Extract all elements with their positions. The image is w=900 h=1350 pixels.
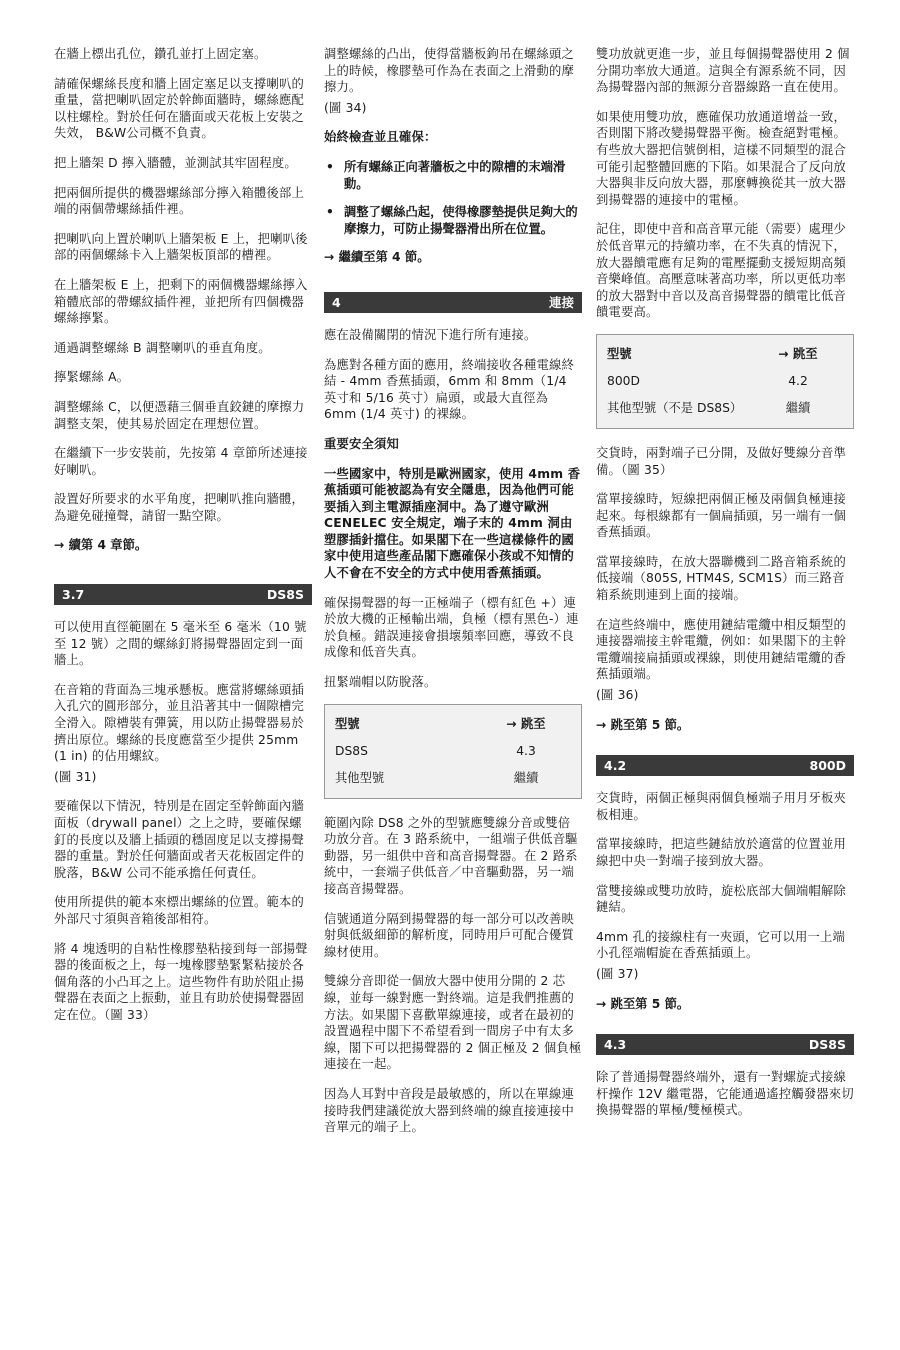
paragraph: 在上牆架板 E 上，把剩下的兩個機器螺絲擰入箱體底部的帶螺紋插件裡，並把所有四個機器螺絲擰緊。 (54, 277, 308, 326)
model-jump-table (596, 334, 854, 429)
paragraph: 把上牆架 D 擰入牆體，並測試其牢固程度。 (54, 155, 297, 170)
list-item: • 所有螺絲正向著牆板之中的隙槽的末端滑動。 (326, 159, 566, 191)
figure-ref: (圖 34) (324, 100, 367, 115)
paragraph: 如果使用雙功放，應確保功放通道增益一致，否則閣下將改變揚聲器平衡。檢查絕對電極。有些放大器把信號倒相，這樣不同類型的混合可能引起整體回應的下陷。如果混合了反向放大器與非反向放大器，那麼轉換從其一放大器到揚聲器的連接中的電極。 (596, 109, 846, 207)
paragraph: 信號通道分隔到揚聲器的每一部分可以改善映射與低級細節的解析度，同時用戶可配合優質線材使用。 (324, 911, 574, 959)
paragraph: 可以使用直徑範圍在 5 毫米至 6 毫米（10 號至 12 號）之間的螺絲釘將揚聲器固定到一面牆上。 (54, 620, 307, 668)
paragraph: 確保揚聲器的每一正極端子（標有紅色 +）連於放大機的正極輸出端，負極（標有黑色-）連於負極。錯誤連接會損壞頻率回應，導致不良成像和低音失真。 (324, 595, 579, 660)
paragraph: 範圍內除 DS8 之外的型號應雙線分音或雙倍功放分音。在 3 路系統中，一組端子供低音驅動器，另一組供中音和高音揚聲器。在 2 路系統中，一套端子供低音／中音驅動器，另一端接高音揚聲器。 (324, 815, 578, 896)
column-1 (54, 46, 312, 1037)
paragraph: 當雙接線或雙功放時，旋松底部大個端帽解除鏈結。 (596, 883, 846, 915)
section-number: 4.2 (604, 758, 627, 774)
table-header: 型號 → 跳至 (607, 346, 818, 361)
section-header-4-2 (596, 755, 854, 776)
paragraph: 扭緊端帽以防脫落。 (324, 675, 437, 690)
section-header-3-7 (54, 584, 312, 605)
continue-link: → 續第 4 章節。 (54, 538, 148, 553)
table-row: 其他型號（不是 DS8S） 繼續 (607, 400, 811, 415)
paragraph: 當單接線時，短線把兩個正極及兩個負極連接起來。每根線都有一個扁插頭，另一端有一個香蕉插頭。 (596, 492, 846, 540)
figure-ref: (圖 37) (596, 966, 639, 981)
paragraph: 把喇叭向上置於喇叭上牆架板 E 上，把喇叭後部的兩個螺絲卡入上牆架板頂部的槽裡。 (54, 231, 308, 263)
section-model: 800D (809, 758, 846, 774)
paragraph: 在牆上標出孔位，鑽孔並打上固定塞。 (54, 47, 267, 61)
continue-link: → 繼續至第 4 節。 (324, 250, 430, 265)
paragraph: 當單接線時，在放大器聯機到二路音箱系統的低接端（805S, HTM4S, SCM1S）而三路音箱系統則連到上面的接端。 (596, 554, 846, 603)
section-number: 4 (332, 294, 341, 310)
paragraph: 要確保以下情況，特別是在固定至幹飾面內牆面板（drywall panel）之上之時，要確保螺釘的長度以及牆上插頭的穩固度足以支撐揚聲器的重量。對於任何牆面或者天花板固定件的脫落，B&W 公司不能承擔任何責任。 (54, 799, 304, 880)
paragraph: 把兩個所提供的機器螺絲部分擰入箱體後部上端的兩個帶螺絲插件裡。 (54, 185, 304, 217)
paragraph: 將 4 塊透明的自粘性橡膠墊粘接到每一部揚聲器的後面板之上，每一塊橡膠墊緊緊粘接於各個角落的小凸耳之上。這些物件有助於阻止揚聲器在表面之上振動，並且有助於使揚聲器固定在位。（圖 33） (54, 941, 308, 1022)
paragraph: 雙線分音即從一個放大器中使用分開的 2 芯線，並每一線對應一對終端。這是我們推薦的方法。如果閣下喜歡單線連接，或者在最初的設置過程中閣下不希望看到一間房子中有太多線，閣下可以把揚聲器的 2 個正極及 2 個負極連接在一起。 (324, 974, 582, 1072)
paragraph: 在這些終端中，應使用鏈結電纜中相反類型的連接器端接主幹電纜，例如：如果閣下的主幹電纜端接扁插頭或裸線，則使用鏈結電纜的香蕉插頭端。 (596, 617, 846, 682)
column-3 (596, 46, 854, 1132)
safety-text: 一些國家中，特別是歐洲國家，使用 4mm 香蕉插頭可能被認為有安全隱患，因為他們可能要插入到主電源插座洞中。為了遵守歐洲 CENELEC 安全規定，端子末的 4mm 洞由塑膠插針擋住。如果閣下在一些這樣條件的國家中使用這些產品閣下應確保小孩或不知情的人不會在不安全的方式中使用香蕉插頭。 (324, 466, 581, 581)
paragraph: 因為人耳對中音段是最敏感的，所以在單線連接時我們建議從放大器到終端的線直接連接中音單元的端子上。 (324, 1086, 574, 1135)
list-item: • 調整了螺絲凸起，使得橡膠墊提供足夠大的摩擦力，可防止揚聲器滑出所在位置。 (326, 205, 578, 236)
figure-ref: (圖 31) (54, 769, 97, 784)
check-list (324, 159, 582, 237)
paragraph: 設置好所要求的水平角度，把喇叭推向牆體，為避免碰撞聲，請留一點空隙。 (54, 492, 304, 523)
section-header-4 (324, 292, 582, 313)
table-row: 800D 4.2 (607, 373, 808, 388)
paragraph: 交貨時，兩個正極與兩個負極端子用月牙板夾板相連。 (596, 791, 846, 822)
paragraph: 交貨時，兩對端子已分開，及做好雙線分音準備。（圖 35） (596, 445, 846, 477)
paragraph: 記住，即使中音和高音單元能（需要）處理少於低音單元的持續功率，在不失真的情況下，放大器饋電應有足夠的電壓擺動支援短期高頻音樂峰值。高壓意味著高功率，所以更低功率的放大器對中音以及高音揚聲器的饋電比低音饋電要高。 (596, 222, 846, 320)
figure-ref: (圖 36) (596, 688, 639, 703)
section-number: 3.7 (62, 587, 85, 603)
paragraph: 在繼續下一步安裝前，先按第 4 章節所述連接好喇叭。 (54, 446, 308, 477)
section-header-4-3 (596, 1034, 854, 1055)
model-jump-table (324, 704, 582, 799)
paragraph: 應在設備關閉的情況下進行所有連接。 (324, 327, 537, 342)
paragraph: 調整螺絲的凸出，使得當牆板鉤吊在螺絲頭之上的時候，橡膠墊可作為在表面之上滑動的摩擦力。 (324, 47, 574, 95)
check-heading: 始終檢查並且確保： (324, 130, 437, 145)
section-model: DS8S (808, 1037, 846, 1053)
section-number: 4.3 (604, 1037, 627, 1053)
paragraph: 使用所提供的範本來標出螺絲的位置。範本的外部尺寸須與音箱後部相符。 (54, 895, 304, 926)
paragraph: 請確保螺絲長度和牆上固定塞足以支撐喇叭的重量，當把喇叭固定於幹飾面牆時，螺絲應配以柱螺栓。對於任何在牆面或天花板上安裝之失效， B&W公司概不負責。 (54, 76, 304, 141)
paragraph: 為應對各種方面的應用，終端接收各種電線終結 - 4mm 香蕉插頭，6mm 和 8mm（1/4 英寸和 5/16 英寸）扁頭，或最大直徑為 6mm (1/4 英寸) 的裸線。 (324, 357, 574, 422)
continue-link: → 跳至第 5 節。 (596, 717, 690, 732)
section-title: 連接 (548, 294, 574, 310)
column-2 (324, 46, 582, 1149)
paragraph: 4mm 孔的接線柱有一夾頭，它可以用一上端小孔徑端帽旋在香蕉插頭上。 (596, 929, 845, 961)
paragraph: 當單接線時，把這些鏈結放於適當的位置並用線把中央一對端子接到放大器。 (596, 837, 846, 868)
section-model: DS8S (266, 587, 304, 603)
paragraph: 調整螺絲 C，以便憑藉三個垂直鉸鏈的摩擦力調整支架，使其易於固定在理想位置。 (54, 399, 305, 431)
table-header: 型號 → 跳至 (335, 716, 546, 731)
table-row: DS8S 4.3 (335, 743, 536, 758)
paragraph: 在音箱的背面為三塊承懸板。應當將螺絲頭插入孔穴的圓形部分，並且沿著其中一個隙槽完全滑入。隙槽裝有彈簧，用以防止揚聲器易於擠出原位。螺絲的長度應當至少提供 25mm (1 in) 的佔用螺紋。 (54, 682, 304, 764)
paragraph: 雙功放就更進一步，並且每個揚聲器使用 2 個分開功率放大通道。這與全有源系統不同，因為揚聲器內部的無源分音器線路一直在使用。 (596, 47, 850, 95)
paragraph: 除了普通揚聲器終端外，還有一對螺旋式接線杆操作 12V 繼電器，它能通過遙控觸發器來切換揚聲器的單極/雙極模式。 (596, 1070, 854, 1118)
safety-heading: 重要安全須知 (324, 436, 399, 451)
continue-link: → 跳至第 5 節。 (596, 996, 690, 1011)
paragraph: 擰緊螺絲 A。 (54, 370, 130, 385)
table-row: 其他型號 繼續 (335, 770, 539, 785)
paragraph: 通過調整螺絲 B 調整喇叭的垂直角度。 (54, 340, 271, 355)
